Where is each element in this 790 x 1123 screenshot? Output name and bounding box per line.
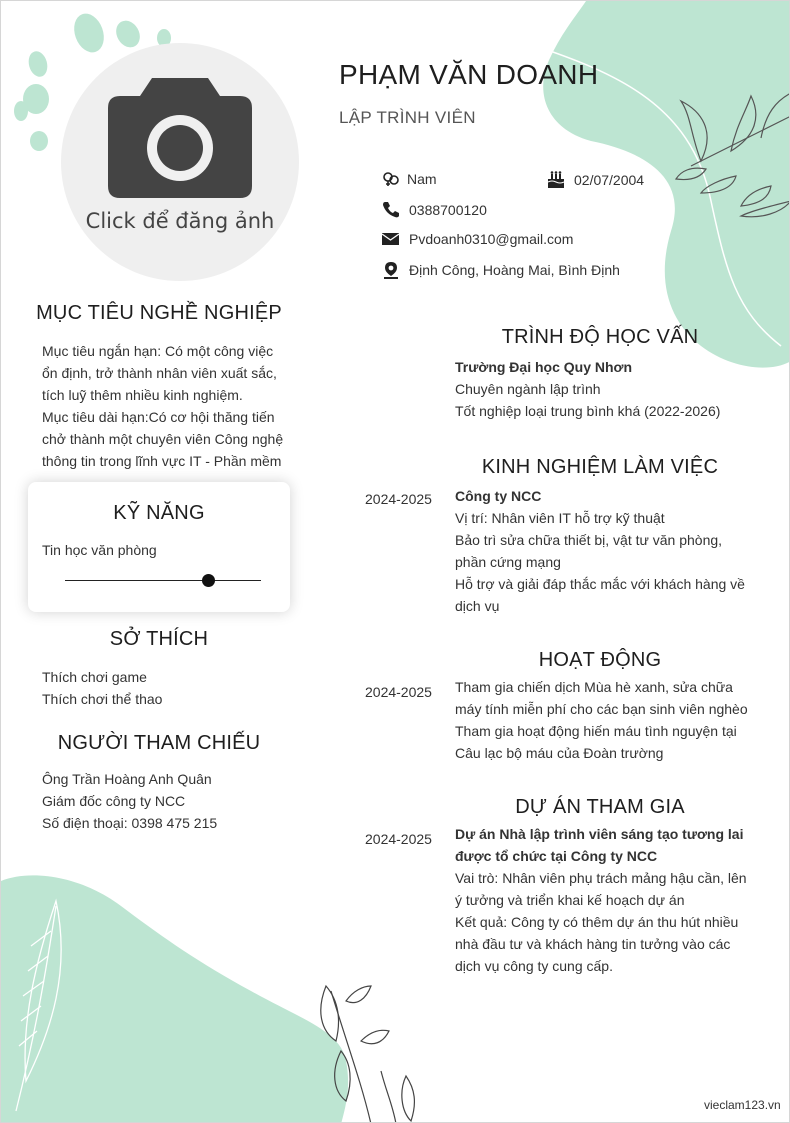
activities-body: [455, 676, 761, 764]
info-birthday: [547, 171, 644, 188]
birthday-value: 02/07/2004: [574, 171, 645, 188]
info-address: [382, 261, 620, 279]
phone-value: 0388700120: [409, 201, 487, 218]
projects-title: DỰ ÁN THAM GIA: [515, 796, 685, 818]
experience-company: Công ty NCC: [455, 488, 542, 504]
project-line: nhà đầu tư và khách hàng tin tưởng vào các: [455, 936, 731, 952]
objective-line: ổn định, trở thành nhân viên xuất sắc,: [42, 365, 277, 381]
reference-line: Ông Trần Hoàng Anh Quân: [42, 771, 212, 787]
objective-text: [42, 340, 294, 472]
projects-body: [455, 823, 761, 977]
objective-line: tích luỹ thêm nhiều kinh nghiệm.: [42, 387, 243, 403]
experience-period: 2024-2025: [365, 491, 432, 507]
experience-line: dịch vụ: [455, 598, 500, 614]
hobby-item: Thích chơi thể thao: [42, 691, 163, 707]
project-line: dịch vụ công ty cung cấp.: [455, 958, 613, 974]
gender-icon: [382, 171, 400, 187]
bottom-left-blob: [1, 875, 348, 1123]
activities-title: HOẠT ĐỘNG: [538, 649, 662, 671]
project-line: Kết quả: Công ty có thêm dự án thu hút nhiều: [455, 914, 739, 930]
reference-line: Giám đốc công ty NCC: [42, 793, 186, 809]
skill-name: Tin học văn phòng: [42, 542, 157, 558]
project-line: ý tưởng và triển khai kế hoạch dự án: [455, 892, 685, 908]
experience-body: [455, 485, 761, 617]
education-body: [455, 356, 761, 422]
email-value: Pvdoanh0310@gmail.com: [409, 231, 574, 247]
activity-line: Câu lạc bộ máu của Đoàn trường: [455, 745, 664, 761]
experience-title: KINH NGHIỆM LÀM VIỆC: [481, 456, 719, 478]
references-list: [42, 768, 217, 834]
activity-line: máy tính miễn phí cho các bạn sinh viên nghèo: [455, 701, 748, 717]
info-phone: [382, 201, 487, 218]
hobbies-list: [42, 666, 162, 710]
objective-title: MỤC TIÊU NGHỀ NGHIỆP: [36, 302, 282, 324]
project-name-line: được tổ chức tại Công ty NCC: [455, 848, 658, 864]
activity-line: Tham gia hoạt động hiến máu tình nguyện tại: [455, 723, 737, 739]
activities-period: 2024-2025: [365, 684, 432, 700]
experience-line: Hỗ trợ và giải đáp thắc mắc với khách hàng về: [455, 576, 745, 592]
education-school: Trường Đại học Quy Nhơn: [455, 359, 633, 375]
phone-icon: [382, 201, 400, 218]
education-major: Chuyên ngành lập trình: [455, 381, 601, 397]
address-value: Định Công, Hoàng Mai, Bình Định: [409, 262, 620, 278]
projects-period: 2024-2025: [365, 831, 432, 847]
hobby-item: Thích chơi game: [42, 669, 147, 685]
footer-brand: vieclam123.vn: [704, 1098, 781, 1112]
gender-value: Nam: [407, 171, 437, 187]
reference-line: Số điện thoại: 0398 475 215: [42, 815, 218, 831]
objective-line: Mục tiêu dài hạn:Có cơ hội thăng tiến: [42, 409, 275, 425]
skills-card: [28, 482, 290, 612]
skill-level-track: [65, 580, 261, 581]
education-result: Tốt nghiệp loại trung bình khá (2022-2026): [455, 403, 721, 419]
job-title: LẬP TRÌNH VIÊN: [339, 108, 476, 127]
birthday-cake-icon: [547, 171, 565, 188]
info-gender: [382, 171, 437, 187]
email-icon: [382, 232, 400, 246]
objective-line: chở thành một chuyên viên Công nghệ: [42, 431, 284, 447]
skill-level-knob[interactable]: [202, 574, 215, 587]
experience-line: Vị trí: Nhân viên IT hỗ trợ kỹ thuật: [455, 510, 665, 526]
references-title: NGƯỜI THAM CHIẾU: [57, 732, 261, 754]
skills-title: KỸ NĂNG: [113, 502, 205, 524]
hobbies-title: SỞ THÍCH: [109, 628, 209, 650]
objective-line: Mục tiêu ngắn hạn: Có một công việc: [42, 343, 274, 359]
skills-inner: [37, 490, 281, 606]
experience-line: Bảo trì sửa chữa thiết bị, vật tư văn phòng,: [455, 532, 723, 548]
photo-upload-label: Click để đăng ảnh: [85, 209, 275, 233]
experience-line: phần cứng mạng: [455, 554, 561, 570]
candidate-name: PHẠM VĂN DOANH: [339, 59, 599, 90]
education-title: TRÌNH ĐỘ HỌC VẤN: [501, 326, 699, 348]
activity-line: Tham gia chiến dịch Mùa hè xanh, sửa chữa: [455, 679, 733, 695]
project-line: Vai trò: Nhân viên phụ trách mảng hậu cần, lên: [455, 870, 747, 886]
location-pin-icon: [382, 261, 400, 279]
photo-upload[interactable]: [61, 43, 299, 281]
objective-line: thông tin trong lĩnh vực IT - Phần mềm: [42, 453, 282, 469]
camera-icon: [108, 78, 252, 198]
project-name-line: Dự án Nhà lập trình viên sáng tạo tương lai: [455, 826, 744, 842]
info-email: [382, 231, 573, 247]
